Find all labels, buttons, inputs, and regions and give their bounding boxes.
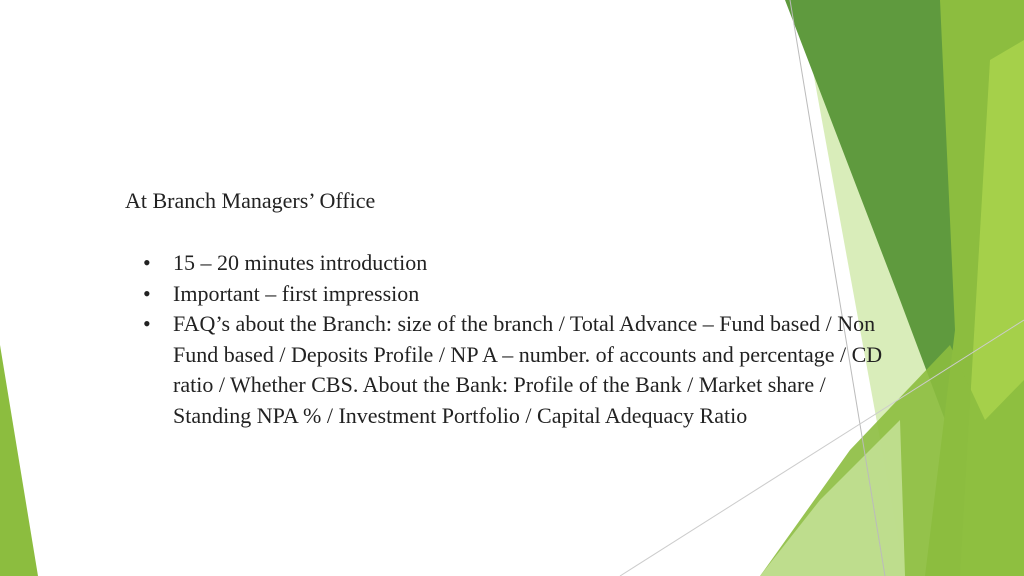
- left-green-facet: [0, 345, 38, 576]
- pale-lower-facet: [760, 420, 905, 576]
- bullet-text: FAQ’s about the Branch: size of the branch / Total Advance – Fund based / Non Fund based / Deposits Profile / NP A – number. of accounts and percentage / CD ratio / Whether CBS. About the Bank: Profile of the Bank / Market share / Standing NPA % / Investment Portfolio / Capital Adequacy Ratio: [173, 311, 883, 428]
- bullet-marker: •: [143, 280, 151, 306]
- bullet-text: Important – first impression: [173, 280, 420, 306]
- bullet-marker: •: [143, 311, 151, 337]
- slide-heading: At Branch Managers’ Office: [125, 188, 376, 213]
- bullet-text: 15 – 20 minutes introduction: [173, 250, 428, 275]
- bullet-item: [143, 279, 883, 310]
- bullet-list: [143, 248, 883, 432]
- bullet-marker: •: [143, 250, 151, 275]
- bullet-item: [143, 248, 883, 279]
- bullet-item: [143, 309, 883, 431]
